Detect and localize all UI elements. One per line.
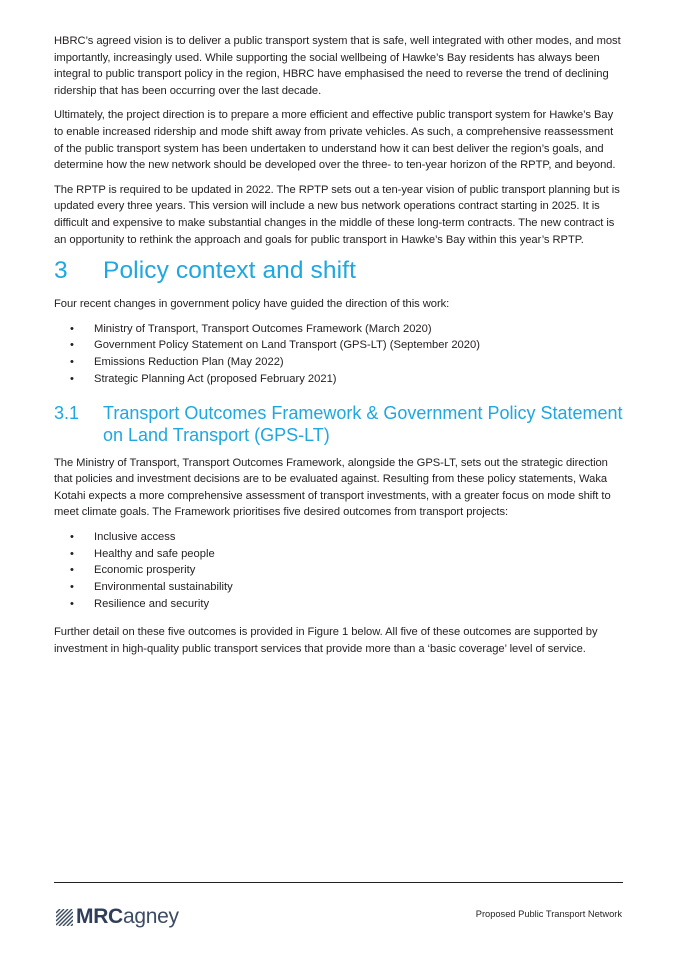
list-item: • Ministry of Transport, Transport Outcomes Framework (March 2020): [54, 321, 624, 338]
bullet-icon: •: [70, 581, 74, 594]
bullet-icon: •: [70, 356, 74, 369]
logo-wordmark: MRCagney: [76, 905, 179, 928]
bullet-icon: •: [70, 322, 74, 335]
section-3-heading: [54, 256, 624, 286]
page-content: [54, 33, 624, 666]
list-item: • Environmental sustainability: [54, 579, 624, 596]
list-item: • Strategic Planning Act (proposed February 2021): [54, 371, 624, 388]
list-item: • Emissions Reduction Plan (May 2022): [54, 354, 624, 371]
section-3-1-closing: Further detail on these five outcomes is provided in Figure 1 below. All five of these outcomes are supported by investment in high-quality public transport services that provide more than a ‘basic coverage’ level of service.: [54, 626, 598, 656]
footer-divider: [54, 882, 623, 883]
footer-document-title: Proposed Public Transport Network: [475, 909, 622, 919]
section-3-1-heading: [54, 402, 624, 447]
policy-changes-list: [54, 321, 624, 388]
bullet-icon: •: [70, 547, 74, 560]
mrcagney-logo: [56, 906, 179, 928]
list-item: • Inclusive access: [54, 529, 624, 546]
bullet-icon: •: [70, 597, 74, 610]
mrcagney-stripes-logo-mark-icon: [56, 909, 73, 926]
bullet-icon: •: [70, 339, 74, 352]
intro-paragraph-2: Ultimately, the project direction is to prepare a more efficient and effective public transport system for Hawke’s Bay to enable increased ridership and mode shift away from private vehicles. As such, a comprehensive reassessment of the public transport system has been undertaken to understand how it can best deliver the region’s goals, and determine how the new network should be developed over the three- to ten-year horizon of the RPTP, and beyond.: [54, 109, 616, 172]
section-3-1-paragraph: The Ministry of Transport, Transport Outcomes Framework, alongside the GPS-LT, sets out the strategic direction that policies and investment decisions are to be evaluated against. Resulting from these policy statements, Waka Kotahi expects a more comprehensive assessment of transport investments, with a greater focus on mode shift to meet climate goals. The Framework prioritises five desired outcomes from transport projects:: [54, 456, 611, 519]
list-item: • Government Policy Statement on Land Transport (GPS-LT) (September 2020): [54, 337, 624, 354]
bullet-icon: •: [70, 530, 74, 543]
list-item: • Healthy and safe people: [54, 546, 624, 563]
list-item: • Resilience and security: [54, 596, 624, 613]
intro-paragraph-3: The RPTP is required to be updated in 2022. The RPTP sets out a ten-year vision of public transport planning but is updated every three years. This version will include a new bus network operations contract starting in 2025. It is difficult and expensive to make substantial changes in the middle of these long-term contracts. The new contract is an opportunity to rethink the approach and goals for public transport in Hawke’s Bay within this year’s RPTP.: [54, 183, 620, 246]
outcomes-list: [54, 529, 624, 613]
intro-paragraph-1: HBRC’s agreed vision is to deliver a public transport system that is safe, well integrated with other modes, and most importantly, increasingly used. While supporting the social wellbeing of Hawke’s Bay residents has always been integral to public transport policy in the region, HBRC have emphasised the need to reverse the trend of declining ridership that has been occurring over the last decade.: [54, 35, 621, 97]
section-3-lead: Four recent changes in government policy have guided the direction of this work:: [54, 298, 450, 311]
section-3-title: Policy context and shift: [103, 257, 356, 285]
section-3-1-number: 3.1: [54, 402, 80, 423]
bullet-icon: •: [70, 372, 74, 385]
list-item: • Economic prosperity: [54, 562, 624, 579]
section-3-1-title: Transport Outcomes Framework & Government Policy Statement on Land Transport (GPS-LT): [103, 402, 623, 446]
bullet-icon: •: [70, 564, 74, 577]
section-3-number: 3: [54, 257, 68, 285]
